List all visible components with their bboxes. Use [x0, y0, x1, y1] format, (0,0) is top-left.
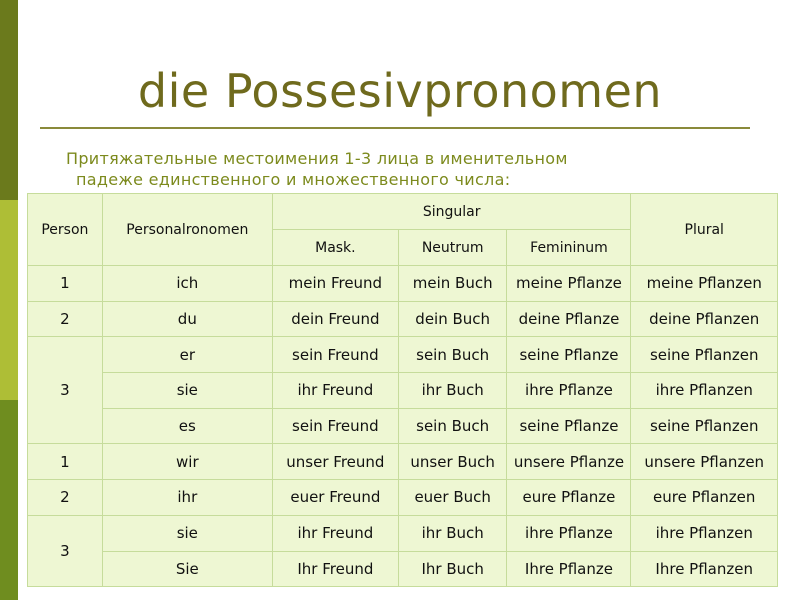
cell-mask: sein Freund — [272, 408, 398, 444]
cell-neutrum: mein Buch — [398, 266, 507, 302]
cell-plural: deine Pflanzen — [631, 301, 778, 337]
cell-person: 2 — [28, 480, 103, 516]
cell-femininum: seine Pflanze — [507, 408, 631, 444]
header-person: Person — [28, 194, 103, 266]
cell-mask: Ihr Freund — [272, 551, 398, 587]
slide-title: die Possesivpronomen — [137, 64, 663, 118]
cell-mask: ihr Freund — [272, 373, 398, 409]
cell-plural: seine Pflanzen — [631, 408, 778, 444]
cell-neutrum: sein Buch — [398, 408, 507, 444]
cell-pronoun: sie — [102, 373, 272, 409]
table-row — [28, 444, 778, 480]
title-divider — [40, 127, 750, 129]
cell-mask: dein Freund — [272, 301, 398, 337]
cell-plural: seine Pflanzen — [631, 337, 778, 373]
cell-plural: ihre Pflanzen — [631, 373, 778, 409]
subtitle-line-1: Притяжательные местоимения 1-3 лица в именительном — [66, 149, 568, 168]
cell-neutrum: sein Buch — [398, 337, 507, 373]
cell-mask: euer Freund — [272, 480, 398, 516]
header-femininum: Femininum — [507, 230, 631, 266]
cell-femininum: ihre Pflanze — [507, 373, 631, 409]
table-row — [28, 515, 778, 551]
cell-plural: eure Pflanzen — [631, 480, 778, 516]
cell-femininum: meine Pflanze — [507, 266, 631, 302]
cell-mask: mein Freund — [272, 266, 398, 302]
cell-femininum: deine Pflanze — [507, 301, 631, 337]
cell-pronoun: du — [102, 301, 272, 337]
table-row — [28, 301, 778, 337]
cell-mask: unser Freund — [272, 444, 398, 480]
cell-mask: ihr Freund — [272, 515, 398, 551]
cell-mask: sein Freund — [272, 337, 398, 373]
cell-plural: ihre Pflanzen — [631, 515, 778, 551]
cell-pronoun: ihr — [102, 480, 272, 516]
cell-neutrum: dein Buch — [398, 301, 507, 337]
header-personalpronomen: Personalronomen — [102, 194, 272, 266]
header-singular: Singular — [272, 194, 631, 230]
cell-pronoun: Sie — [102, 551, 272, 587]
cell-pronoun: sie — [102, 515, 272, 551]
cell-pronoun: ich — [102, 266, 272, 302]
slide-subtitle — [66, 148, 746, 190]
cell-neutrum: ihr Buch — [398, 515, 507, 551]
accent-segment-bottom — [0, 400, 18, 600]
header-plural: Plural — [631, 194, 778, 266]
cell-femininum: Ihre Pflanze — [507, 551, 631, 587]
cell-neutrum: Ihr Buch — [398, 551, 507, 587]
header-neutrum: Neutrum — [398, 230, 507, 266]
cell-person: 3 — [28, 515, 103, 586]
cell-person: 1 — [28, 444, 103, 480]
table-row — [28, 373, 778, 409]
table-row — [28, 266, 778, 302]
cell-neutrum: ihr Buch — [398, 373, 507, 409]
cell-femininum: ihre Pflanze — [507, 515, 631, 551]
table-row — [28, 551, 778, 587]
table-row — [28, 337, 778, 373]
cell-femininum: unsere Pflanze — [507, 444, 631, 480]
cell-person: 2 — [28, 301, 103, 337]
cell-plural: Ihre Pflanzen — [631, 551, 778, 587]
cell-plural: meine Pflanzen — [631, 266, 778, 302]
table-row — [28, 480, 778, 516]
cell-pronoun: er — [102, 337, 272, 373]
possessive-pronoun-table — [27, 193, 778, 587]
cell-neutrum: euer Buch — [398, 480, 507, 516]
cell-person: 3 — [28, 337, 103, 444]
table-row — [28, 408, 778, 444]
cell-neutrum: unser Buch — [398, 444, 507, 480]
cell-person: 1 — [28, 266, 103, 302]
subtitle-line-2: падеже единственного и множественного числа: — [76, 170, 511, 189]
cell-femininum: eure Pflanze — [507, 480, 631, 516]
cell-pronoun: es — [102, 408, 272, 444]
cell-pronoun: wir — [102, 444, 272, 480]
cell-femininum: seine Pflanze — [507, 337, 631, 373]
header-mask: Mask. — [272, 230, 398, 266]
accent-segment-middle — [0, 200, 18, 400]
cell-plural: unsere Pflanzen — [631, 444, 778, 480]
